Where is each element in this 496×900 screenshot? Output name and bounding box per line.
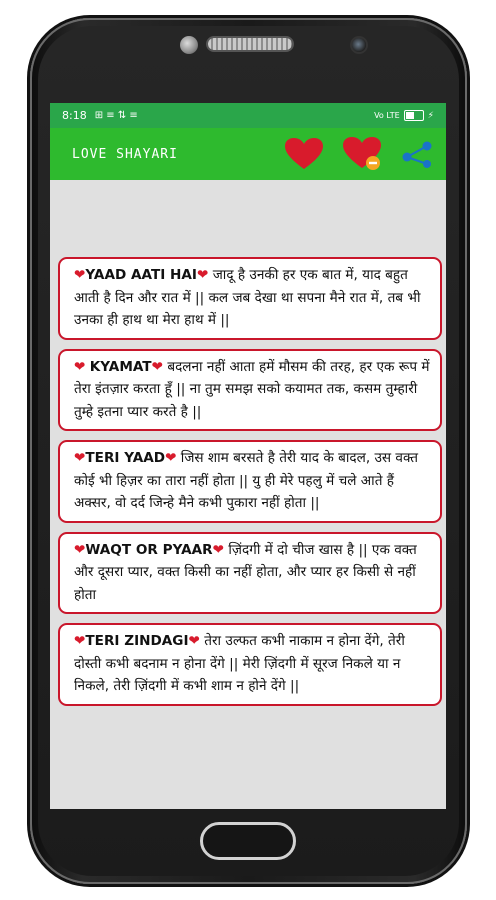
shayari-heading: WAQT OR PYAAR [85,541,213,558]
front-camera [180,36,198,54]
app-title: LOVE SHAYARI [72,146,178,162]
heart-icon: ❤ [74,633,86,649]
heart-icon: ❤ [212,541,225,558]
earpiece-speaker [208,38,292,50]
app-bar-actions [284,136,434,172]
network-icon: Vo LTE [374,111,400,120]
heart-icon: ❤ [188,633,200,649]
proximity-sensor [352,38,366,52]
shayari-heading: TERI ZINDAGI [85,633,189,649]
heart-icon: ❤ [74,358,86,375]
shayari-card[interactable] [58,532,442,615]
app-bar [50,128,446,180]
shayari-card[interactable] [58,623,442,706]
shayari-heading: KYAMAT [89,358,152,375]
battery-icon [404,110,424,121]
shayari-card[interactable] [58,440,442,523]
heart-icon: ❤ [74,450,86,466]
shayari-card[interactable] [58,257,442,340]
shayari-heading: YAAD AATI HAI [85,267,197,283]
status-time: 8:18 [62,109,87,122]
heart-icon: ❤ [165,450,177,466]
favorite-heart-icon[interactable] [284,137,324,171]
home-button[interactable] [200,822,296,860]
shayari-card[interactable] [58,349,442,432]
charging-icon: ⚡ [427,110,434,121]
shayari-text: जादू है उनकी हर एक बात में, याद बहुत आती है दिन और रात में || कल जब देखा था सपना मैने रात में, तब भी उनका ही हाथ था मेरा हाथ में || [74,267,421,328]
status-right [374,110,434,121]
shayari-text: बदलना नहीं आता हमें मौसम की तरह, हर एक रूप में तेरा इंतज़ार करता हूँ || ना तुम समझ सको कयामत तक, कसम तुम्हारी तुम्हे इतना प्यार करते है || [74,358,430,420]
heart-icon: ❤ [74,267,86,283]
shayari-list [58,257,442,715]
heart-icon: ❤ [197,267,209,283]
heart-icon: ❤ [74,541,86,558]
heart-icon: ❤ [151,358,163,375]
shayari-text: जिस शाम बरसते है तेरी याद के बादल, उस वक्त कोई भी हिज़र का तारा नहीं होता || यु ही मेरे पहलु में चले आते हैं अक्सर, वो दर्द जिन्हे मैने कभी पुकारा नहीं होता || [74,450,419,511]
status-bar [50,103,446,128]
notification-icons: ⊞ ≡ ⇅ ≡ [94,110,138,121]
shayari-text: तेरा उल्फत कभी नाकाम न होना देंगे, तेरी दोस्ती कभी बदनाम न होना देंगे || मेरी ज़िंदगी में सूरज निकले या न निकले, तेरी ज़िंदगी में कभी शाम न होने देंगे || [74,633,405,694]
shayari-heading: TERI YAAD [85,450,166,466]
remove-favorite-icon[interactable] [342,136,382,172]
share-icon[interactable] [400,140,434,168]
shayari-text: ज़िंदगी में दो चीज खास है || एक वक्त और दूसरा प्यार, वक्त किसी का नहीं होता, और प्यार हर किसी से नहीं होता [74,541,417,603]
app-screen [50,103,446,809]
